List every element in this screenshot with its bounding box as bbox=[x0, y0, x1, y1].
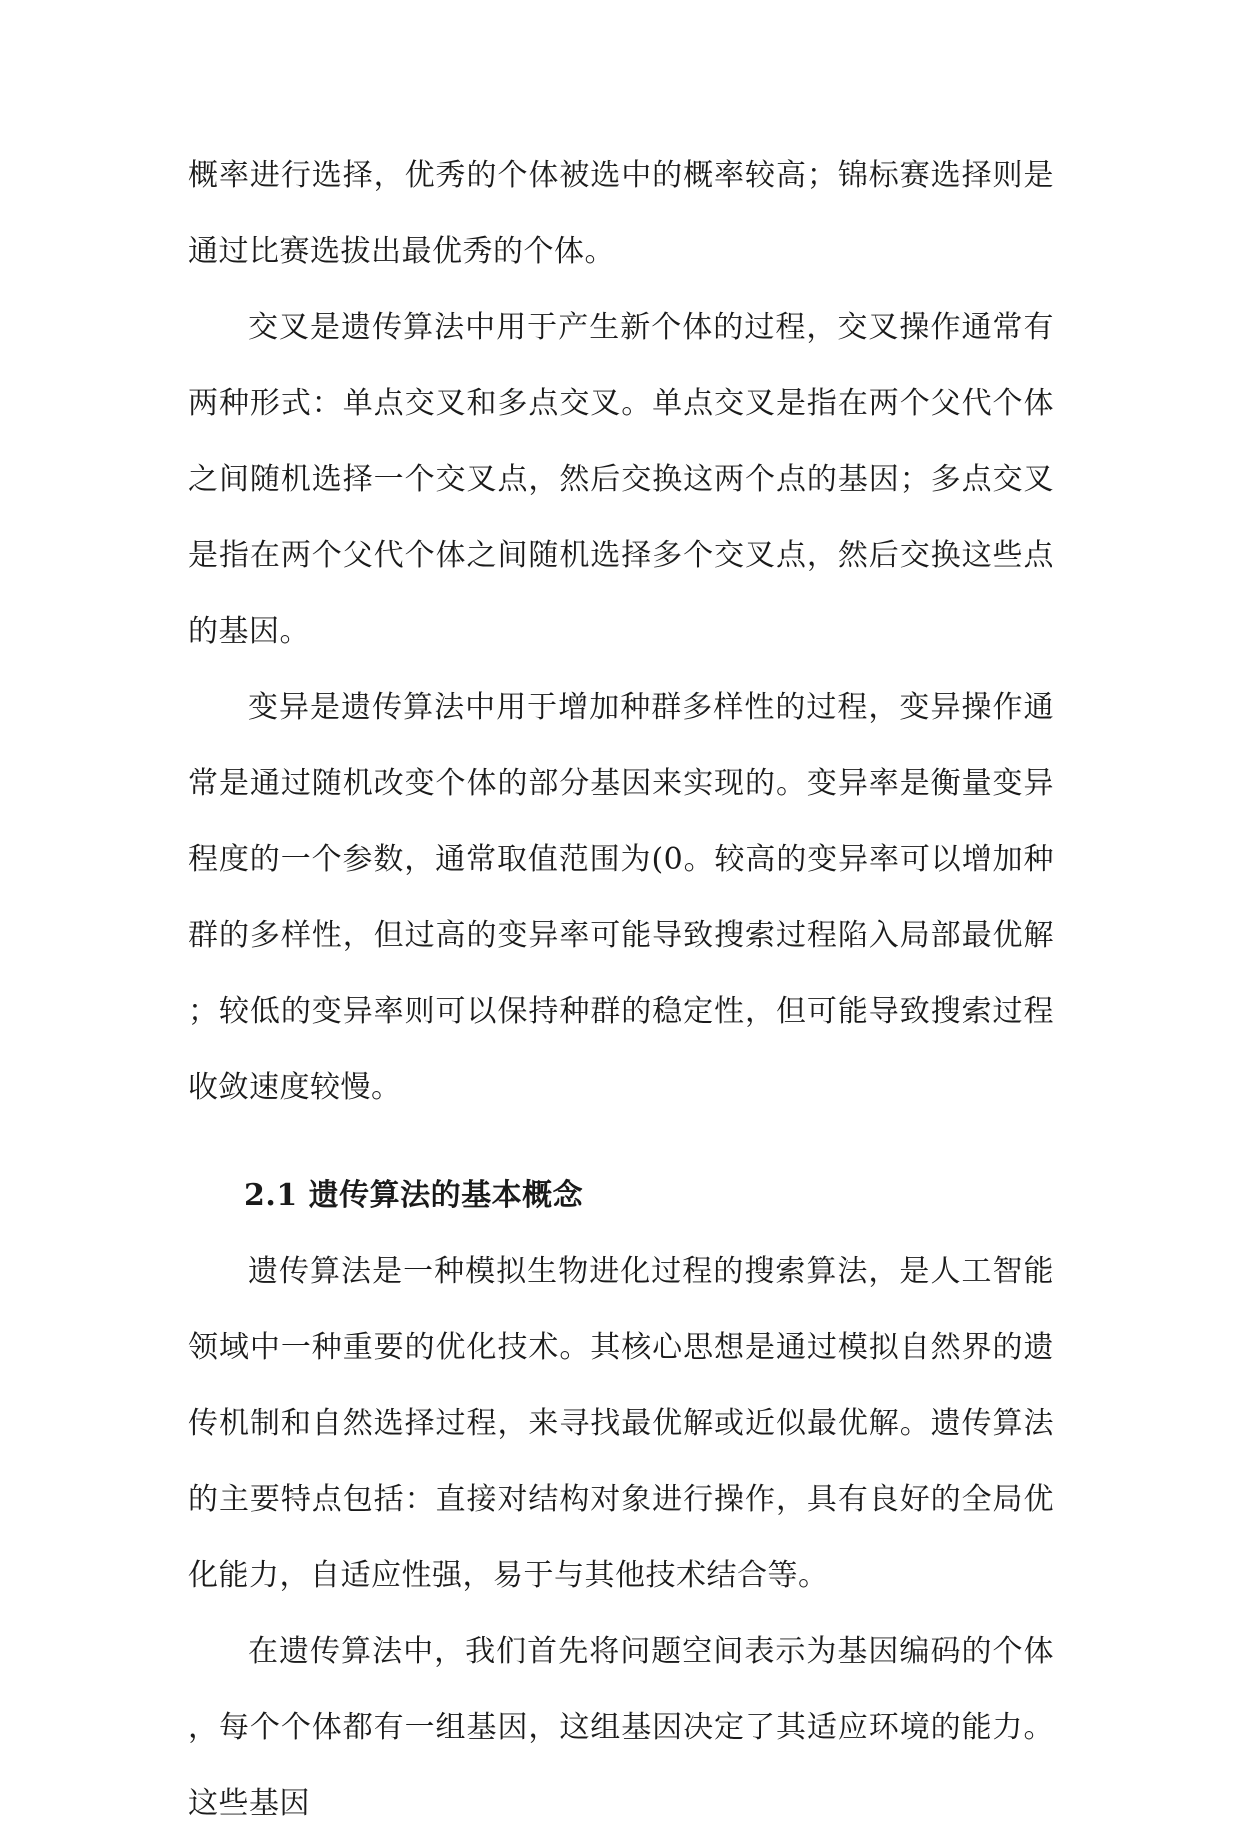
section-heading: 2.1 遗传算法的基本概念 bbox=[244, 1178, 584, 1213]
paragraph-selection-continued: 概率进行选择，优秀的个体被选中的概率较高；锦标赛选择则是通过比赛选拔出最优秀的个体。 bbox=[188, 158, 1054, 269]
paragraph-mutation: 变异是遗传算法中用于增加种群多样性的过程，变异操作通常是通过随机改变个体的部分基因来实现的。变异率是衡量变异程度的一个参数，通常取值范围为(0。较高的变异率可以增加种群的多样性，但过高的变异率可能导致搜索过程陷入局部最优解；较低的变异率则可以保持种群的稳定性，但可能导致搜索过程收敛速度较慢。 bbox=[188, 690, 1054, 1105]
document-body bbox=[188, 138, 1054, 1842]
paragraph-ga-overview: 遗传算法是一种模拟生物进化过程的搜索算法，是人工智能领域中一种重要的优化技术。其核心思想是通过模拟自然界的遗传机制和自然选择过程，来寻找最优解或近似最优解。遗传算法的主要特点包括：直接对结构对象进行操作，具有良好的全局优化能力，自适应性强，易于与其他技术结合等。 bbox=[188, 1254, 1054, 1593]
paragraph-ga-encoding: 在遗传算法中，我们首先将问题空间表示为基因编码的个体，每个个体都有一组基因，这组基因决定了其适应环境的能力。这些基因 bbox=[188, 1634, 1054, 1821]
paragraph-crossover: 交叉是遗传算法中用于产生新个体的过程，交叉操作通常有两种形式：单点交叉和多点交叉。单点交叉是指在两个父代个体之间随机选择一个交叉点，然后交换这两个点的基因；多点交叉是指在两个父代个体之间随机选择多个交叉点，然后交换这些点的基因。 bbox=[188, 310, 1054, 649]
